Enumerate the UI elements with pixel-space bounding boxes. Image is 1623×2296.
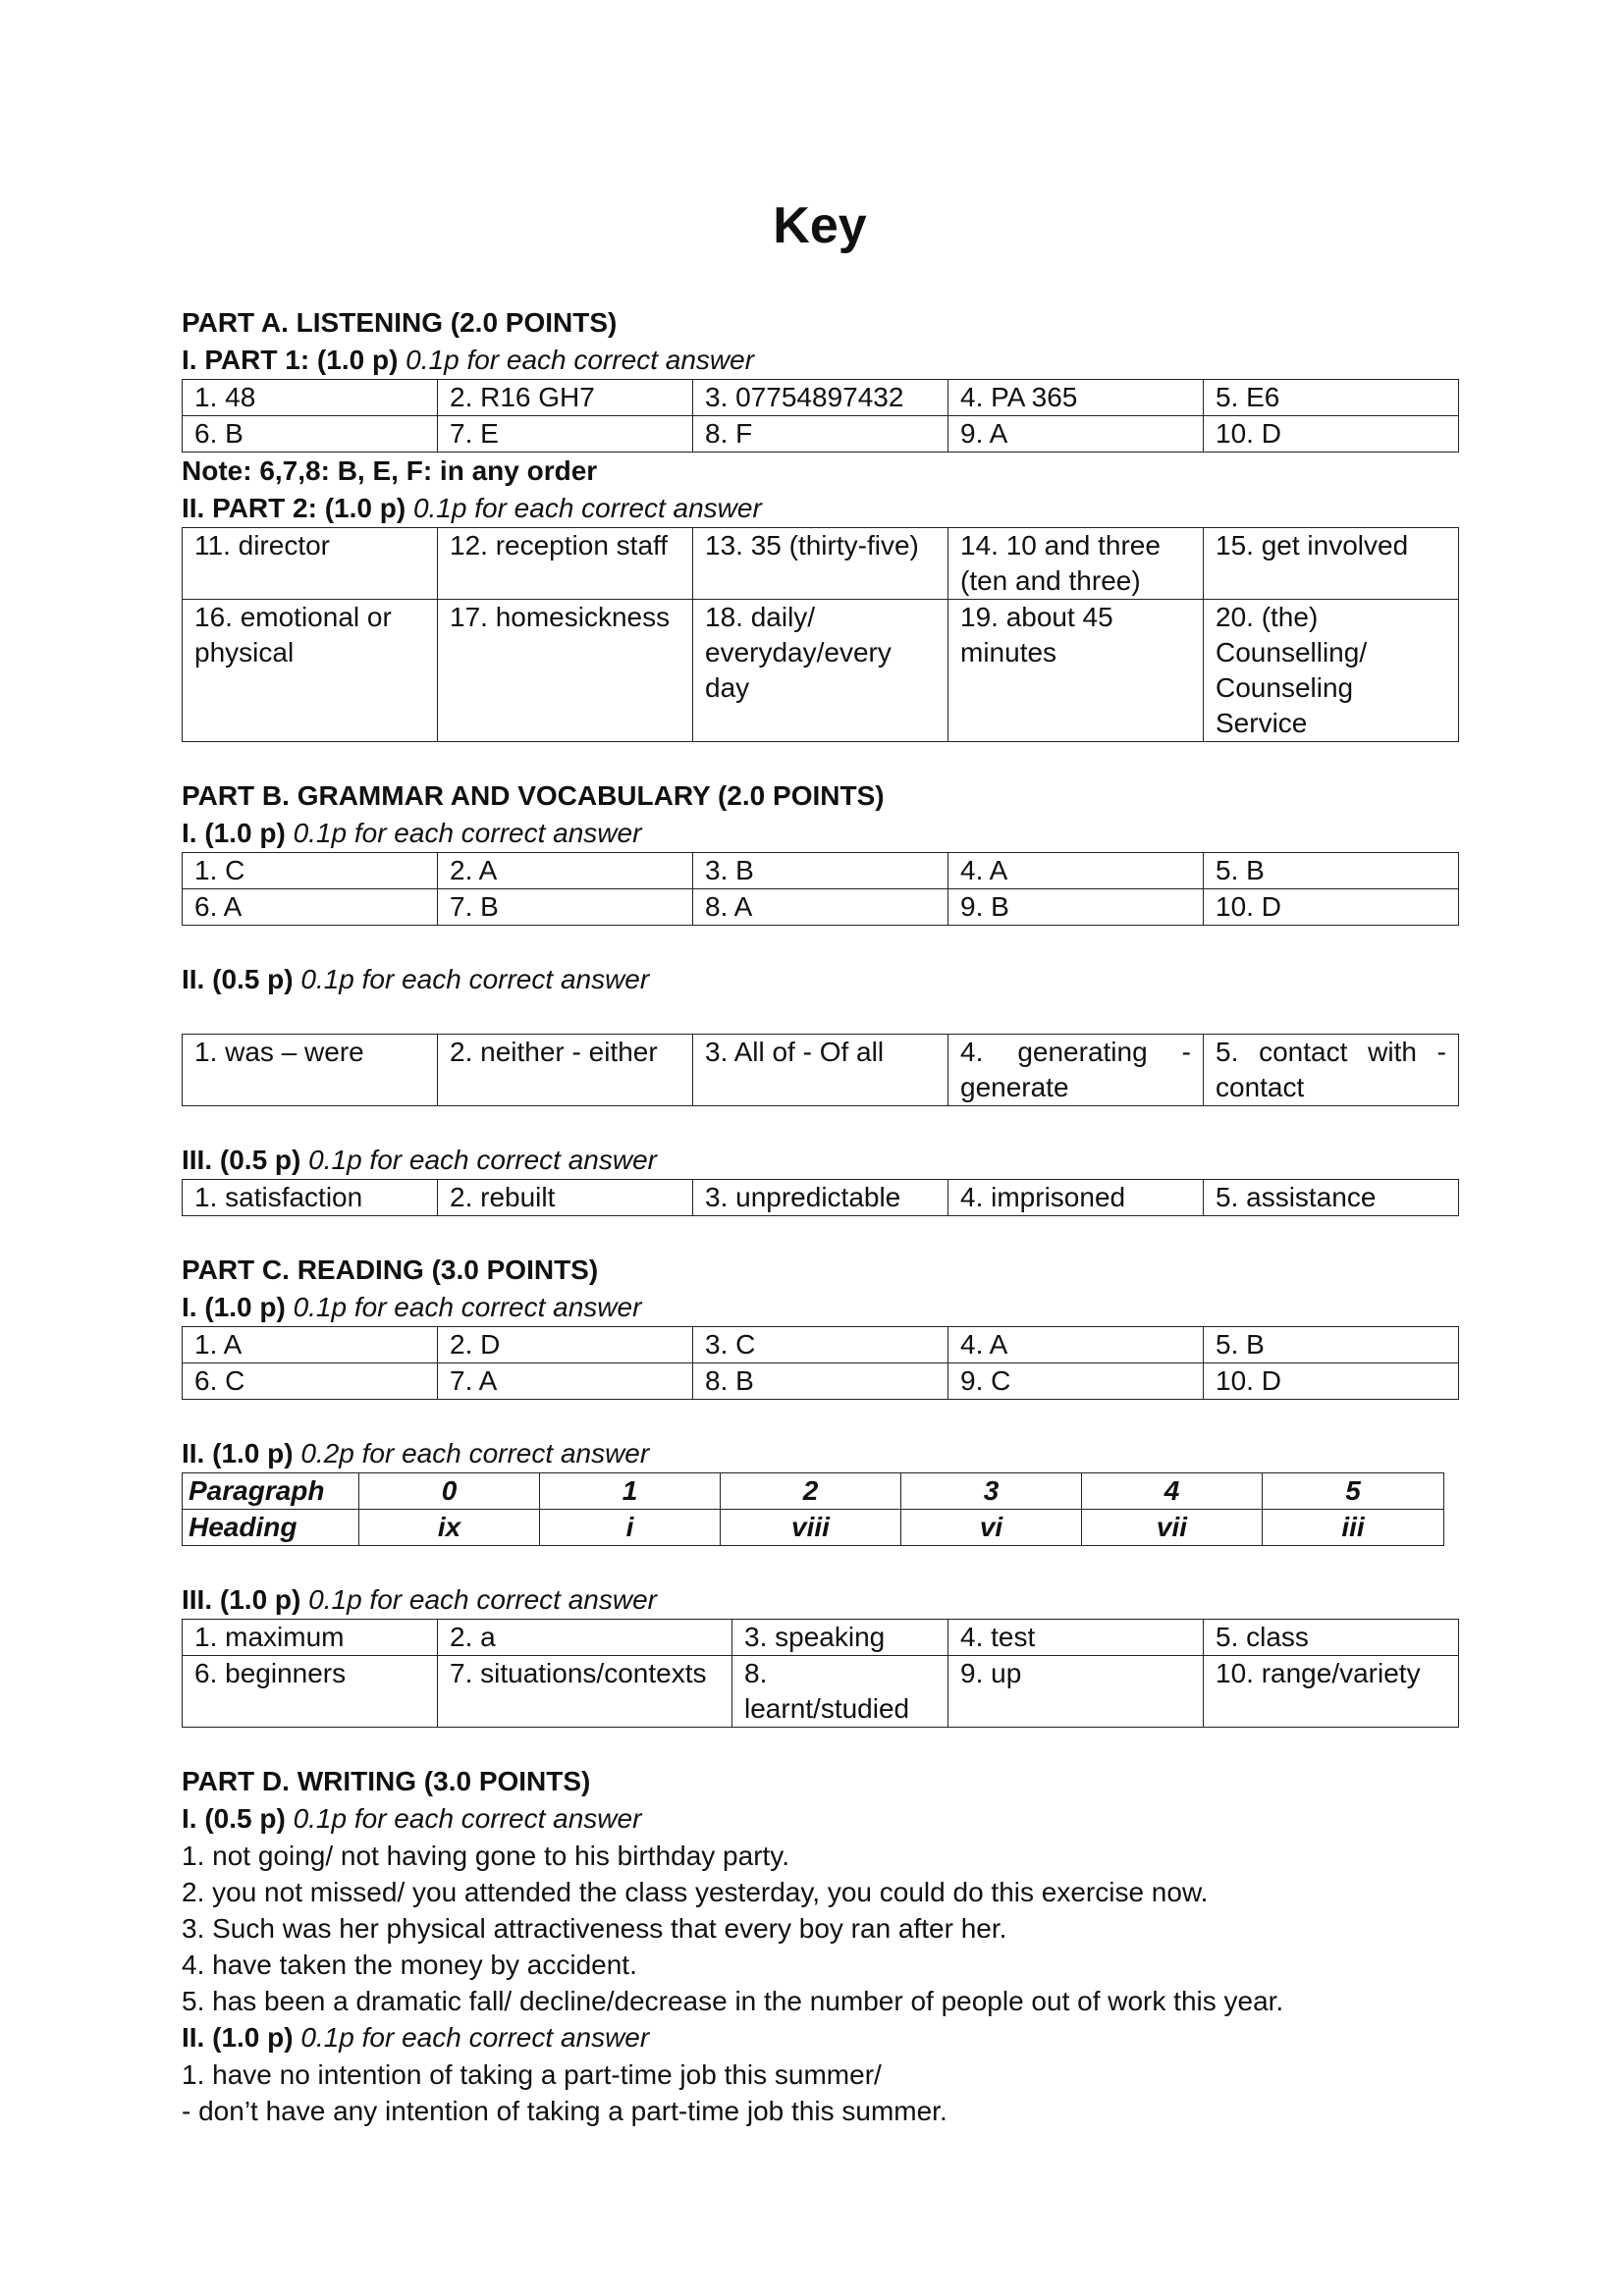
writing-answer-line: - don’t have any intention of taking a part-time job this summer. <box>182 2096 947 2126</box>
answer-cell: 4. test <box>948 1620 1204 1656</box>
table-cell: 3 <box>901 1473 1082 1510</box>
table-cell: i <box>540 1510 721 1546</box>
answer-cell: 2. a <box>438 1620 732 1656</box>
answer-cell: 10. range/variety <box>1204 1656 1459 1728</box>
part-d-2-label <box>182 2019 1458 2056</box>
answer-cell: 4. imprisoned <box>948 1180 1204 1216</box>
part-b-1-table <box>182 852 1459 926</box>
part-d-1-label <box>182 1800 1458 1838</box>
part-b-3-table <box>182 1179 1459 1216</box>
answer-cell: 1. was – were <box>183 1035 438 1106</box>
table-row <box>183 1656 1459 1728</box>
table-cell: 2 <box>721 1473 901 1510</box>
answer-cell: 8. learnt/studied <box>732 1656 948 1728</box>
table-cell: iii <box>1263 1510 1444 1546</box>
answer-cell: 1. satisfaction <box>183 1180 438 1216</box>
part-c-2-label-text: II. (1.0 p) <box>182 1438 294 1468</box>
part-d-heading: PART D. WRITING (3.0 POINTS) <box>182 1766 591 1796</box>
table-row <box>183 1510 1444 1546</box>
answer-cell: 17. homesickness <box>438 600 693 742</box>
writing-answer-line: 3. Such was her physical attractiveness that every boy ran after her. <box>182 1913 1007 1944</box>
answer-cell: 2. A <box>438 853 693 889</box>
table-row <box>183 380 1459 416</box>
answer-cell: 8. F <box>693 416 948 453</box>
answer-cell: 19. about 45 minutes <box>948 600 1204 742</box>
answer-cell: 7. E <box>438 416 693 453</box>
answer-cell: 7. A <box>438 1363 693 1400</box>
answer-cell: 15. get involved <box>1204 528 1459 600</box>
answer-cell: 9. B <box>948 889 1204 926</box>
answer-cell: 5. B <box>1204 853 1459 889</box>
writing-answer-line: 1. have no intention of taking a part-time job this summer/ <box>182 2059 882 2090</box>
table-header-cell: Heading <box>183 1510 359 1546</box>
part-a-1-label-text: I. PART 1: (1.0 p) <box>182 345 399 375</box>
part-a-heading: PART A. LISTENING (2.0 POINTS) <box>182 307 618 338</box>
part-a-2-label <box>182 490 1458 527</box>
page-title: Key <box>773 197 867 254</box>
answer-cell: 2. D <box>438 1327 693 1363</box>
answer-cell: 6. A <box>183 889 438 926</box>
table-row <box>183 889 1459 926</box>
scoring-note: 0.1p for each correct answer <box>412 493 762 523</box>
answer-cell: 5. contact with - contact <box>1204 1035 1459 1106</box>
answer-cell: 16. emotional or physical <box>183 600 438 742</box>
scoring-note: 0.2p for each correct answer <box>300 1438 650 1468</box>
answer-cell: 3. speaking <box>732 1620 948 1656</box>
part-c-1-label-text: I. (1.0 p) <box>182 1292 286 1322</box>
scoring-note: 0.1p for each correct answer <box>308 1145 657 1175</box>
answer-cell: 8. B <box>693 1363 948 1400</box>
part-d-2-label-text: II. (1.0 p) <box>182 2022 294 2053</box>
answer-cell: 2. rebuilt <box>438 1180 693 1216</box>
answer-cell: 2. R16 GH7 <box>438 380 693 416</box>
table-cell: 5 <box>1263 1473 1444 1510</box>
answer-cell: 9. A <box>948 416 1204 453</box>
part-c-heading: PART C. READING (3.0 POINTS) <box>182 1255 599 1285</box>
answer-cell: 4. PA 365 <box>948 380 1204 416</box>
answer-cell: 1. A <box>183 1327 438 1363</box>
part-b-2-label-text: II. (0.5 p) <box>182 964 294 994</box>
scoring-note: 0.1p for each correct answer <box>293 1803 642 1834</box>
table-row <box>183 1035 1459 1106</box>
part-b-2-table <box>182 1034 1459 1106</box>
part-c-2-label <box>182 1435 1458 1472</box>
part-c-3-label-text: III. (1.0 p) <box>182 1584 301 1615</box>
answer-cell: 1. maximum <box>183 1620 438 1656</box>
writing-answer-line: 4. have taken the money by accident. <box>182 1949 637 1980</box>
answer-cell: 5. assistance <box>1204 1180 1459 1216</box>
table-row <box>183 528 1459 600</box>
answer-cell: 8. A <box>693 889 948 926</box>
answer-cell: 6. beginners <box>183 1656 438 1728</box>
answer-cell: 4. A <box>948 853 1204 889</box>
scoring-note: 0.1p for each correct answer <box>293 818 642 848</box>
answer-cell: 1. C <box>183 853 438 889</box>
table-cell: 1 <box>540 1473 721 1510</box>
table-row <box>183 1620 1459 1656</box>
part-b-1-label <box>182 815 1458 852</box>
part-a-2-table <box>182 527 1459 742</box>
table-row <box>183 600 1459 742</box>
answer-cell: 5. E6 <box>1204 380 1459 416</box>
answer-cell: 5. class <box>1204 1620 1459 1656</box>
part-a-1-label <box>182 342 1458 379</box>
answer-cell: 20. (the) Counselling/ Counseling Service <box>1204 600 1459 742</box>
scoring-note: 0.1p for each correct answer <box>300 2022 650 2053</box>
table-row <box>183 416 1459 453</box>
part-b-3-label-text: III. (0.5 p) <box>182 1145 301 1175</box>
writing-answer-line: 1. not going/ not having gone to his birthday party. <box>182 1841 790 1871</box>
answer-cell: 10. D <box>1204 416 1459 453</box>
answer-cell: 3. 07754897432 <box>693 380 948 416</box>
writing-answer-line: 5. has been a dramatic fall/ decline/decrease in the number of people out of work this year. <box>182 1986 1284 2016</box>
answer-cell: 10. D <box>1204 889 1459 926</box>
answer-cell: 3. C <box>693 1327 948 1363</box>
part-b-1-label-text: I. (1.0 p) <box>182 818 286 848</box>
key-document <box>182 187 1458 2129</box>
answer-cell: 5. B <box>1204 1327 1459 1363</box>
part-c-1-label <box>182 1289 1458 1326</box>
answer-cell: 4. generating -generate <box>948 1035 1204 1106</box>
part-b-heading: PART B. GRAMMAR AND VOCABULARY (2.0 POINTS) <box>182 780 885 811</box>
answer-cell: 3. All of - Of all <box>693 1035 948 1106</box>
answer-cell: 6. B <box>183 416 438 453</box>
table-row <box>183 1327 1459 1363</box>
writing-answer-line: 2. you not missed/ you attended the class yesterday, you could do this exercise now. <box>182 1877 1209 1907</box>
answer-cell: 13. 35 (thirty-five) <box>693 528 948 600</box>
part-d-1-label-text: I. (0.5 p) <box>182 1803 286 1834</box>
table-cell: 4 <box>1082 1473 1263 1510</box>
answer-cell: 4. A <box>948 1327 1204 1363</box>
answer-cell: 7. situations/contexts <box>438 1656 732 1728</box>
table-cell: ix <box>359 1510 540 1546</box>
scoring-note: 0.1p for each correct answer <box>308 1584 657 1615</box>
part-b-2-label <box>182 961 1458 998</box>
answer-cell: 3. B <box>693 853 948 889</box>
part-c-3-table <box>182 1619 1459 1728</box>
answer-cell: 6. C <box>183 1363 438 1400</box>
answer-cell: 1. 48 <box>183 380 438 416</box>
table-header-cell: Paragraph <box>183 1473 359 1510</box>
answer-cell: 2. neither - either <box>438 1035 693 1106</box>
part-c-1-table <box>182 1326 1459 1400</box>
table-row <box>183 853 1459 889</box>
answer-cell: 9. up <box>948 1656 1204 1728</box>
table-cell: vii <box>1082 1510 1263 1546</box>
part-b-3-label <box>182 1142 1458 1179</box>
answer-cell: 11. director <box>183 528 438 600</box>
answer-cell: 12. reception staff <box>438 528 693 600</box>
answer-cell: 3. unpredictable <box>693 1180 948 1216</box>
part-a-2-label-text: II. PART 2: (1.0 p) <box>182 493 406 523</box>
part-a-1-table <box>182 379 1459 453</box>
table-cell: 0 <box>359 1473 540 1510</box>
answer-cell: 18. daily/ everyday/every day <box>693 600 948 742</box>
scoring-note: 0.1p for each correct answer <box>406 345 755 375</box>
table-row <box>183 1473 1444 1510</box>
table-row <box>183 1363 1459 1400</box>
answer-cell: 9. C <box>948 1363 1204 1400</box>
scoring-note: 0.1p for each correct answer <box>293 1292 642 1322</box>
answer-cell: 7. B <box>438 889 693 926</box>
order-note: Note: 6,7,8: B, E, F: in any order <box>182 455 598 486</box>
table-cell: viii <box>721 1510 901 1546</box>
table-row <box>183 1180 1459 1216</box>
part-c-3-label <box>182 1581 1458 1619</box>
answer-cell: 10. D <box>1204 1363 1459 1400</box>
table-cell: vi <box>901 1510 1082 1546</box>
answer-cell: 14. 10 and three (ten and three) <box>948 528 1204 600</box>
paragraph-heading-table <box>182 1472 1444 1546</box>
scoring-note: 0.1p for each correct answer <box>300 964 650 994</box>
